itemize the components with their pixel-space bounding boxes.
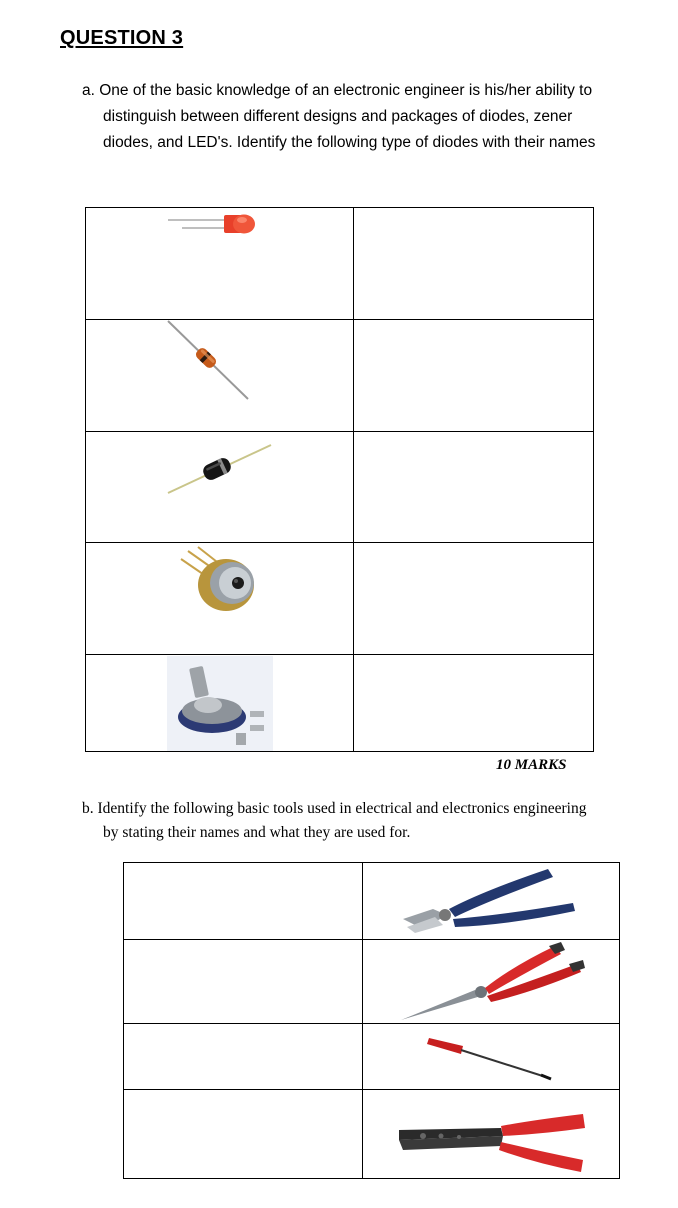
table-row [86,320,594,432]
answer-cell[interactable] [354,208,594,320]
diode-image-cell [86,320,354,432]
black-rectifier-diode-icon [86,432,353,543]
answer-cell[interactable] [124,940,363,1024]
answer-cell[interactable] [124,1024,363,1090]
glass-zener-diode-icon [86,320,353,432]
diode-image-cell [86,432,354,543]
table-row [86,543,594,655]
question-title: QUESTION 3 [60,27,184,49]
wire-crimper-icon [363,1090,619,1179]
tool-image-cell [363,940,620,1024]
diagonal-cutter-pliers-icon [363,863,619,940]
screwdriver-icon [363,1024,619,1090]
table-row [86,655,594,752]
potentiometer-icon [86,655,353,752]
answer-cell[interactable] [354,320,594,432]
diode-image-cell [86,543,354,655]
tool-image-cell [363,1090,620,1179]
laser-diode-icon [86,543,353,655]
marks-label: 10 MARKS [496,757,567,773]
answer-cell[interactable] [124,863,363,940]
answer-cell[interactable] [124,1090,363,1179]
red-led-icon [86,208,353,320]
table-row [124,863,620,940]
part-a-instructions [82,78,642,156]
table-row [124,1090,620,1179]
diode-image-cell [86,208,354,320]
part-b-line-2: by stating their names and what they are used for. [103,824,411,841]
diode-identification-table [85,207,594,752]
answer-cell[interactable] [354,655,594,752]
part-b-instructions [82,797,642,845]
part-a-line-3: diodes, and LED's. Identify the following type of diodes with their names [103,134,596,151]
table-row [86,432,594,543]
table-row [86,208,594,320]
answer-cell[interactable] [354,432,594,543]
table-row [124,940,620,1024]
needle-nose-pliers-icon [363,940,619,1024]
part-a-line-2: distinguish between different designs and packages of diodes, zener [103,108,573,125]
tool-image-cell [363,863,620,940]
part-a-line-1: a. One of the basic knowledge of an electronic engineer is his/her ability to [82,82,593,99]
answer-cell[interactable] [354,543,594,655]
tools-identification-table [123,862,620,1179]
tool-image-cell [363,1024,620,1090]
diode-image-cell [86,655,354,752]
part-b-line-1: b. Identify the following basic tools used in electrical and electronics engineering [82,800,587,817]
table-row [124,1024,620,1090]
